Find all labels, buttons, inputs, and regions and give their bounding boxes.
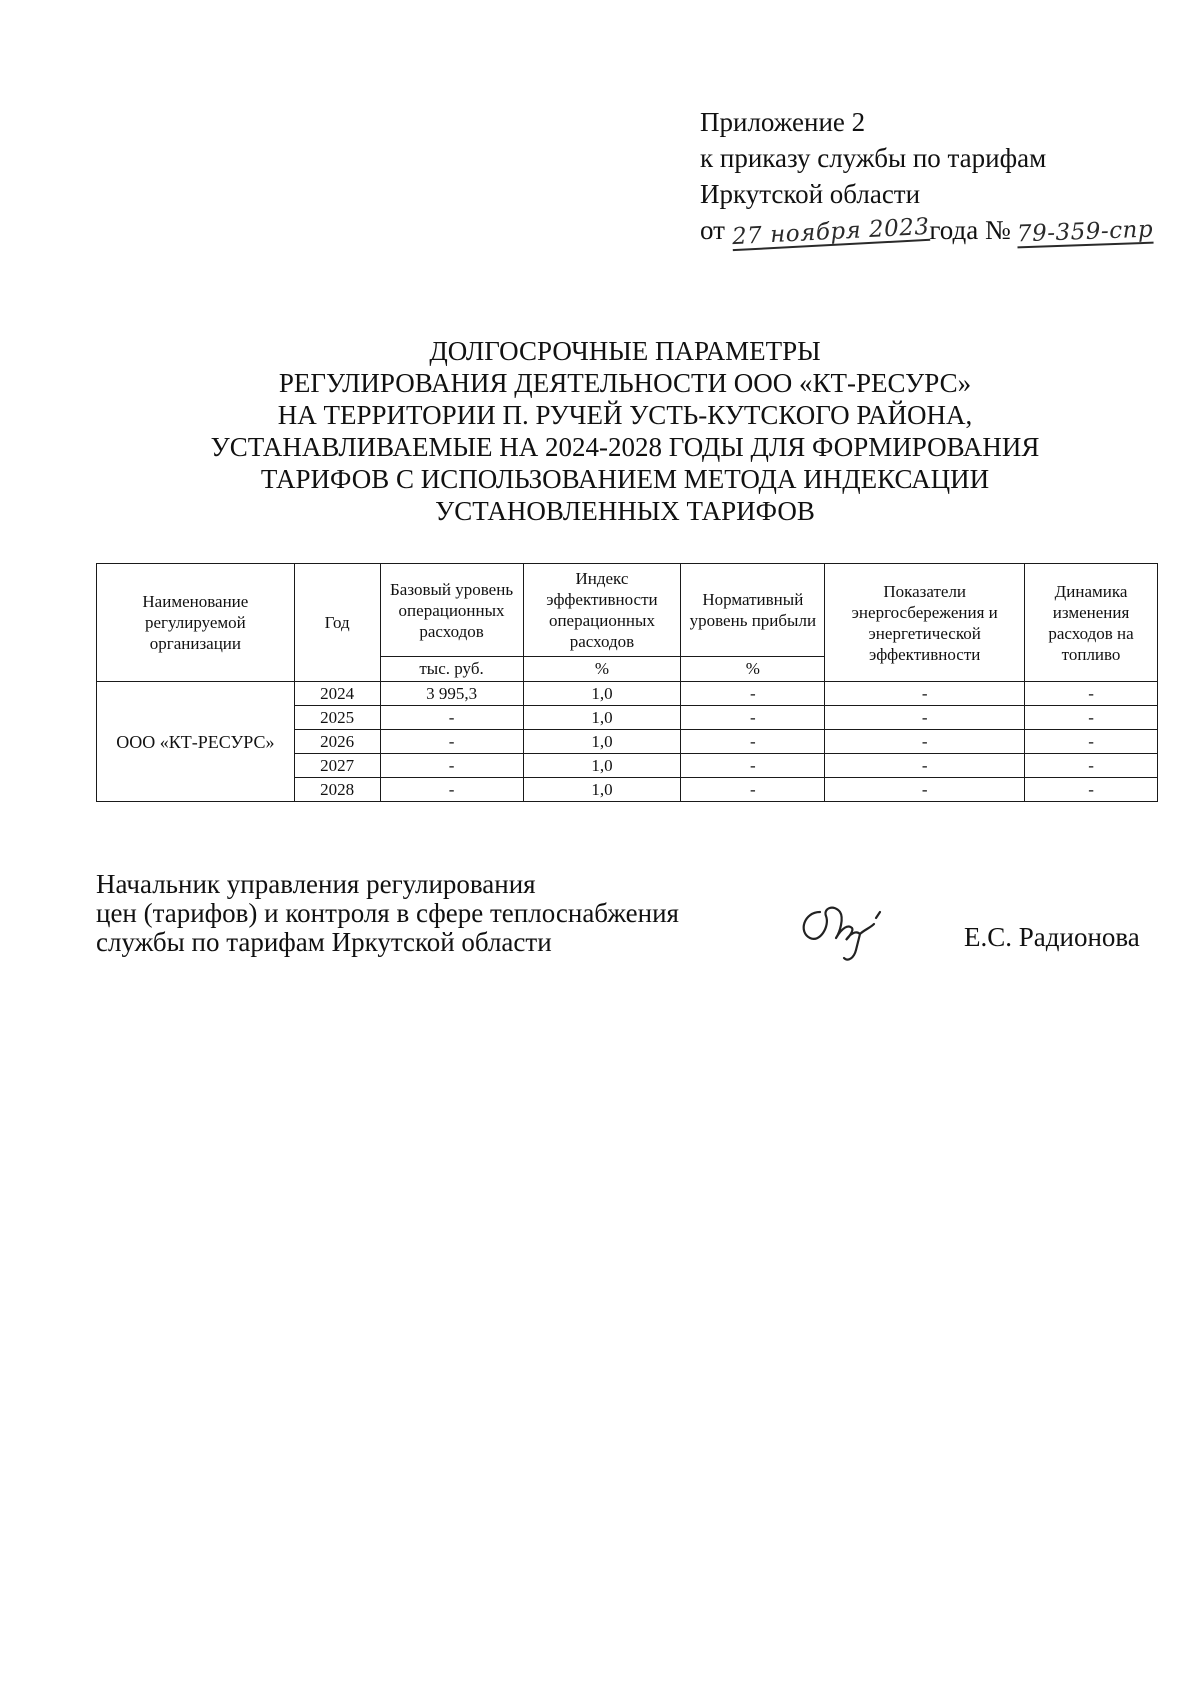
energy-saving-cell: - bbox=[825, 754, 1025, 778]
fuel-dynamics-cell: - bbox=[1025, 754, 1158, 778]
title-line-3: НА ТЕРРИТОРИИ П. РУЧЕЙ УСТЬ-КУТСКОГО РАЙОНА, bbox=[277, 400, 973, 430]
position-line-1: Начальник управления регулирования bbox=[96, 869, 536, 899]
fuel-dynamics-cell: - bbox=[1025, 778, 1158, 802]
table-row bbox=[97, 682, 1158, 706]
header-year: Год bbox=[294, 564, 380, 682]
position-line-3: службы по тарифам Иркутской области bbox=[96, 927, 552, 957]
normative-profit-cell: - bbox=[681, 730, 825, 754]
normative-profit-cell: - bbox=[681, 778, 825, 802]
order-date-handwritten: 27 ноября 2023 bbox=[731, 213, 930, 251]
annex-header bbox=[700, 104, 1154, 250]
fuel-dynamics-cell: - bbox=[1025, 706, 1158, 730]
fuel-dynamics-cell: - bbox=[1025, 682, 1158, 706]
energy-saving-cell: - bbox=[825, 706, 1025, 730]
header-base-opex: Базовый уровень операционных расходов bbox=[380, 564, 523, 657]
from-label: от bbox=[700, 215, 725, 245]
energy-saving-cell: - bbox=[825, 682, 1025, 706]
organization-name-cell: ООО «КТ-РЕСУРС» bbox=[97, 682, 295, 802]
unit-base-opex: тыс. руб. bbox=[380, 657, 523, 682]
unit-efficiency-index: % bbox=[523, 657, 681, 682]
document-title bbox=[150, 335, 1100, 527]
annex-line-1: Приложение 2 bbox=[700, 107, 866, 137]
header-efficiency-index: Индекс эффективности операционных расходов bbox=[523, 564, 681, 657]
efficiency-index-cell: 1,0 bbox=[523, 754, 681, 778]
parameters-table bbox=[96, 563, 1158, 802]
efficiency-index-cell: 1,0 bbox=[523, 706, 681, 730]
year-cell: 2028 bbox=[294, 778, 380, 802]
efficiency-index-cell: 1,0 bbox=[523, 778, 681, 802]
annex-order-line bbox=[700, 212, 1154, 250]
annex-line-2: к приказу службы по тарифам bbox=[700, 143, 1047, 173]
header-organization: Наименование регулируемой организации bbox=[97, 564, 295, 682]
position-line-2: цен (тарифов) и контроля в сфере теплоснабжения bbox=[96, 898, 679, 928]
unit-normative-profit: % bbox=[681, 657, 825, 682]
base-opex-cell: - bbox=[380, 706, 523, 730]
year-cell: 2025 bbox=[294, 706, 380, 730]
year-cell: 2024 bbox=[294, 682, 380, 706]
efficiency-index-cell: 1,0 bbox=[523, 682, 681, 706]
normative-profit-cell: - bbox=[681, 754, 825, 778]
normative-profit-cell: - bbox=[681, 682, 825, 706]
base-opex-cell: - bbox=[380, 730, 523, 754]
order-number-handwritten: 79-359-спр bbox=[1017, 216, 1155, 248]
normative-profit-cell: - bbox=[681, 706, 825, 730]
energy-saving-cell: - bbox=[825, 778, 1025, 802]
title-line-2: РЕГУЛИРОВАНИЯ ДЕЯТЕЛЬНОСТИ ООО «КТ-РЕСУРС» bbox=[278, 368, 972, 398]
handwritten-signature bbox=[790, 898, 890, 968]
header-energy-saving: Показатели энергосбережения и энергетической эффективности bbox=[825, 564, 1025, 682]
annex-line-3: Иркутской области bbox=[700, 179, 921, 209]
title-line-6: УСТАНОВЛЕННЫХ ТАРИФОВ bbox=[435, 496, 815, 526]
year-cell: 2027 bbox=[294, 754, 380, 778]
signatory-position bbox=[96, 870, 679, 957]
header-normative-profit: Нормативный уровень прибыли bbox=[681, 564, 825, 657]
header-fuel-dynamics: Динамика изменения расходов на топливо bbox=[1025, 564, 1158, 682]
title-line-1: ДОЛГОСРОЧНЫЕ ПАРАМЕТРЫ bbox=[429, 336, 821, 366]
base-opex-cell: 3 995,3 bbox=[380, 682, 523, 706]
year-cell: 2026 bbox=[294, 730, 380, 754]
signer-name: Е.С. Радионова bbox=[964, 922, 1140, 952]
year-number-label: года № bbox=[929, 215, 1011, 245]
title-line-4: УСТАНАВЛИВАЕМЫЕ НА 2024-2028 ГОДЫ ДЛЯ ФОРМИРОВАНИЯ bbox=[210, 432, 1040, 462]
energy-saving-cell: - bbox=[825, 730, 1025, 754]
efficiency-index-cell: 1,0 bbox=[523, 730, 681, 754]
base-opex-cell: - bbox=[380, 754, 523, 778]
fuel-dynamics-cell: - bbox=[1025, 730, 1158, 754]
base-opex-cell: - bbox=[380, 778, 523, 802]
title-line-5: ТАРИФОВ С ИСПОЛЬЗОВАНИЕМ МЕТОДА ИНДЕКСАЦИИ bbox=[260, 464, 990, 494]
